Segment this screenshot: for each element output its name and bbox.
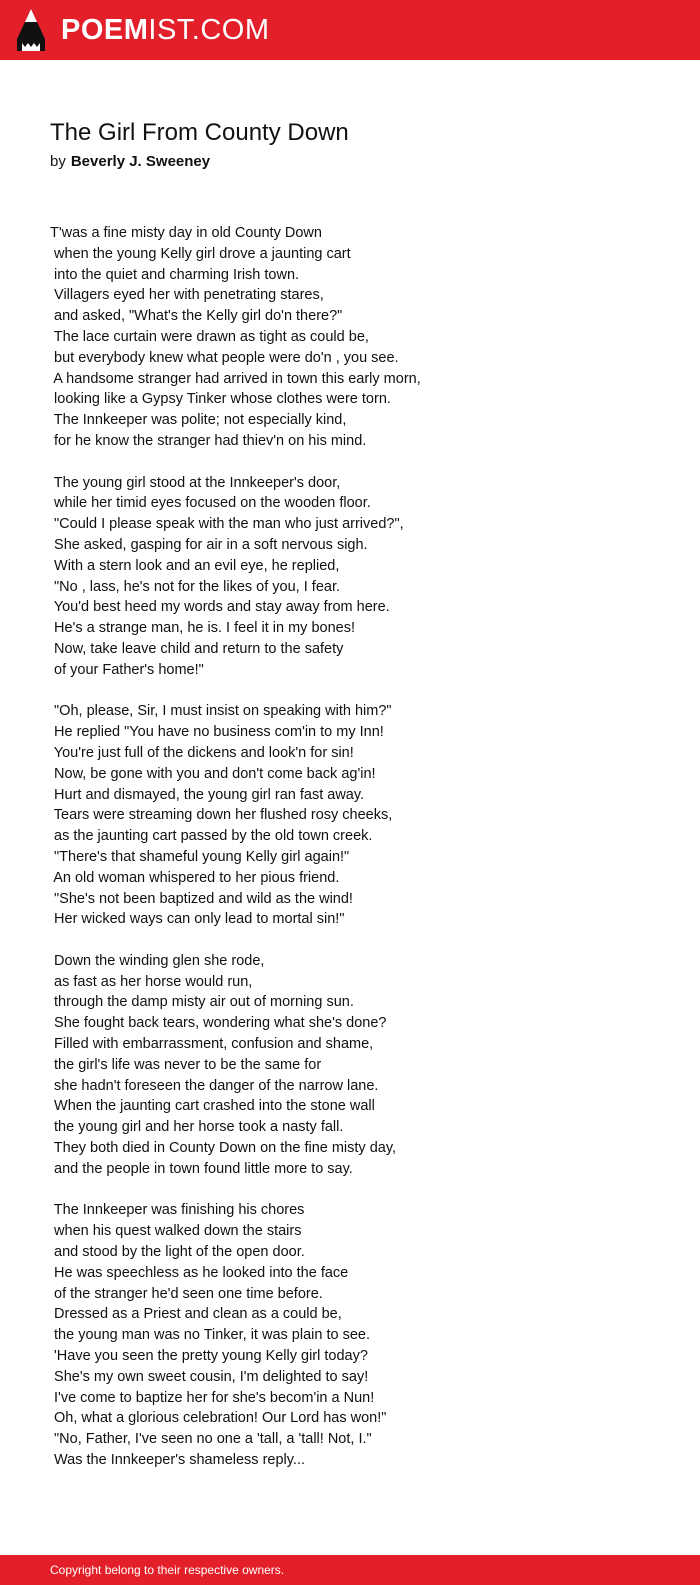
poem-line: the young girl and her horse took a nasty fall.	[50, 1119, 344, 1136]
poem-line: and asked, "What's the Kelly girl do'n there?"	[50, 308, 343, 325]
poem-line: The Innkeeper was polite; not especially kind,	[50, 412, 347, 429]
poem-title: The Girl From County Down	[50, 119, 349, 146]
poem-line: She asked, gasping for air in a soft nervous sigh.	[50, 536, 368, 553]
copyright-text: Copyright belong to their respective owners.	[50, 1563, 285, 1577]
poem-line: Her wicked ways can only lead to mortal sin!"	[50, 911, 345, 928]
poem-line: An old woman whispered to her pious friend.	[50, 869, 340, 886]
poem-body	[50, 223, 650, 1471]
poem-line: and stood by the light of the open door.	[50, 1244, 305, 1261]
stanza-break	[50, 1180, 650, 1201]
poem-line: as fast as her horse would run,	[50, 973, 253, 990]
poem-line: Down the winding glen she rode,	[50, 952, 265, 969]
poem-line: Tears were streaming down her flushed rosy cheeks,	[50, 807, 393, 824]
poem-line: "She's not been baptized and wild as the wind!	[50, 890, 353, 907]
author-name: Beverly J. Sweeney	[70, 153, 211, 170]
poem-line: He replied "You have no business com'in to my Inn!	[50, 724, 384, 741]
poem-line: A handsome stranger had arrived in town this early morn,	[50, 370, 421, 387]
poem-line: "No , lass, he's not for the likes of you, I fear.	[50, 578, 340, 595]
poem-line: Now, be gone with you and don't come back ag'in!	[50, 765, 376, 782]
poem-line: the girl's life was never to be the same for	[50, 1056, 322, 1073]
poem-line: With a stern look and an evil eye, he replied,	[50, 557, 340, 574]
poem-line: into the quiet and charming Irish town.	[50, 266, 300, 283]
poem-line: The young girl stood at the Innkeeper's door,	[50, 474, 341, 491]
poem-line: Now, take leave child and return to the safety	[50, 640, 344, 657]
poem-line: "No, Father, I've seen no one a 'tall, a 'tall! Not, I."	[50, 1431, 372, 1448]
poem-line: but everybody knew what people were do'n , you see.	[50, 349, 399, 366]
poem-line: while her timid eyes focused on the wooden floor.	[50, 495, 371, 512]
poem-line: she hadn't foreseen the danger of the narrow lane.	[50, 1077, 379, 1094]
logo-strong-text: POEM	[61, 13, 149, 46]
poem-line: as the jaunting cart passed by the old town creek.	[50, 828, 373, 845]
site-logo[interactable]	[61, 13, 270, 46]
logo-light-text: IST.COM	[148, 13, 270, 46]
stanza-break	[50, 930, 650, 951]
stanza-break	[50, 681, 650, 702]
stanza-break	[50, 452, 650, 473]
poem-line: I've come to baptize her for she's becom'in a Nun!	[50, 1389, 375, 1406]
poem-line: when his quest walked down the stairs	[50, 1223, 302, 1240]
poem-line: You're just full of the dickens and look'n for sin!	[50, 744, 354, 761]
poem-line: through the damp misty air out of morning sun.	[50, 994, 354, 1011]
poem-line: when the young Kelly girl drove a jaunting cart	[50, 245, 351, 262]
poem-line: "Could I please speak with the man who just arrived?",	[50, 516, 404, 533]
poem-line: looking like a Gypsy Tinker whose clothes were torn.	[50, 391, 391, 408]
poem-line: Dressed as a Priest and clean as a could be,	[50, 1306, 342, 1323]
poem-line: of your Father's home!"	[50, 661, 204, 678]
poem-line: The Innkeeper was finishing his chores	[50, 1202, 305, 1219]
poem-line: Villagers eyed her with penetrating stares,	[50, 287, 324, 304]
byline	[50, 151, 650, 173]
poem-content	[0, 60, 700, 1471]
poem-line: When the jaunting cart crashed into the stone wall	[50, 1098, 375, 1115]
poem-line: The lace curtain were drawn as tight as could be,	[50, 328, 369, 345]
poem-line: T'was a fine misty day in old County Down	[50, 225, 322, 241]
site-footer	[0, 1555, 700, 1585]
poem-line: He was speechless as he looked into the face	[50, 1264, 349, 1281]
poem-line: and the people in town found little more to say.	[50, 1160, 353, 1177]
poem-line: the young man was no Tinker, it was plain to see.	[50, 1327, 370, 1344]
by-label: by	[50, 153, 66, 170]
poem-line: "Oh, please, Sir, I must insist on speaking with him?"	[50, 703, 392, 720]
poem-line: Hurt and dismayed, the young girl ran fast away.	[50, 786, 365, 803]
poem-line: He's a strange man, he is. I feel it in my bones!	[50, 620, 355, 637]
poem-line: You'd best heed my words and stay away from here.	[50, 599, 390, 616]
poem-line: They both died in County Down on the fine misty day,	[50, 1140, 397, 1157]
poem-line: Oh, what a glorious celebration! Our Lord has won!"	[50, 1410, 387, 1427]
poem-line: "There's that shameful young Kelly girl again!"	[50, 848, 350, 865]
poem-line: of the stranger he'd seen one time before.	[50, 1285, 323, 1302]
poem-line: Was the Innkeeper's shameless reply...	[50, 1452, 306, 1469]
poem-line: Filled with embarrassment, confusion and shame,	[50, 1036, 374, 1053]
poem-line: She fought back tears, wondering what she's done?	[50, 1015, 387, 1032]
poem-line: 'Have you seen the pretty young Kelly girl today?	[50, 1348, 368, 1365]
site-header	[0, 0, 700, 60]
pencil-icon[interactable]	[17, 9, 45, 51]
poem-line: for he know the stranger had thiev'n on his mind.	[50, 432, 367, 449]
poem-line: She's my own sweet cousin, I'm delighted to say!	[50, 1368, 369, 1385]
